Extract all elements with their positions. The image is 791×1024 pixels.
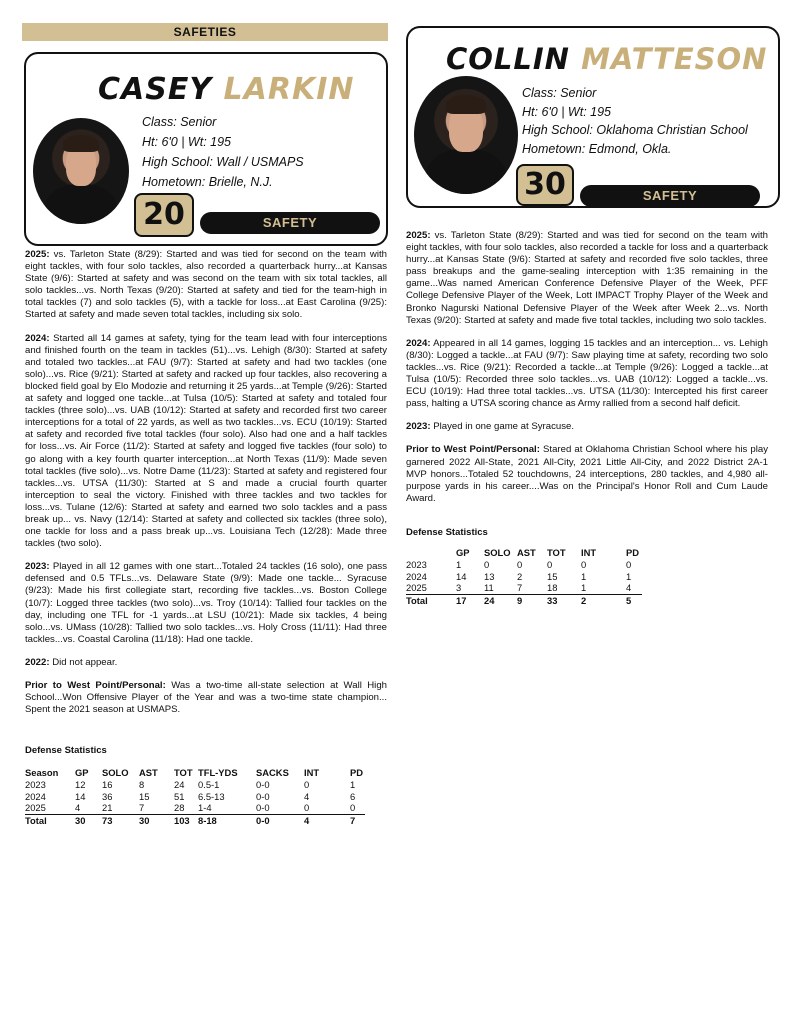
stats-header-row [25, 766, 365, 779]
stats-cell: 1 [581, 570, 587, 582]
section-title: SAFETIES [22, 23, 388, 41]
stats-cell: 4 [75, 802, 102, 814]
stats-cell: 0-0 [256, 802, 304, 814]
stats-cell: 1 [626, 570, 632, 582]
stats-cell: 0 [350, 802, 365, 814]
height-weight-text: Ht: 6'0 | Wt: 195 [142, 135, 232, 149]
stats-cell: 4 [626, 582, 642, 594]
hometown-text: Hometown: Brielle, N.J. [142, 175, 273, 189]
stats-header-cell [406, 546, 456, 559]
stats-cell: 36 [102, 790, 113, 802]
stats-header-cell: GP [456, 547, 470, 558]
class-text: Class: Senior [142, 115, 217, 129]
stats-header-row [406, 546, 642, 559]
bio-paragraph [25, 680, 387, 716]
bio-paragraph-text: Started all 14 games at safety, tying for the team lead with four interceptions and finished fourth on the team in tackles (51)...vs. Lehigh (8/30): Started at safety and totaled two tackles...at FAU (9/7): Started at safety and had two tackles (one solo)...vs. Rice (9/21): Started at safety and racked up four tackles, also recovering a blocked field goal by Elo Modozie and returning it 25 yards...at Temple (9/26): Started at safety and logged one tackle...at Tulsa (10/5): Started at safety and totaled four tackles (three solo)...vs. UAB (10/12): Started at safety and recorded first two career interceptions for a total of 22 yards, as well as two tackles...vs. ECU (10/19): Started at safety and recorded five total tackles (four solo). Also had one and a half tackles for loss...vs. Air Force (11/2): Started at safety and logged five tackles (four solo) to go along with a key fourth quarter interception...at North Texas (11/9): Made seven total tackles (five solo)...vs. Notre Dame (11/23): Started at safety and registered four tackles...vs. UTSA (11/30): Started at S and made a crucial fourth quarter interception to seal the victory. Finished with three tackles and two tackles for loss...vs. Tulane (12/6): Started at safety and earned two solo tackles and a pass break up... vs. Navy (12/14): Started at safety and collected six tackles (three solo), one tackle for loss and a pass break up...vs. Louisiana Tech (12/28): Made three tackles (two solo). [25, 332, 387, 550]
stats-cell: 0-0 [256, 779, 270, 791]
stats-header-cell: TOT [547, 547, 566, 558]
stats-total-cell: Total [25, 814, 47, 826]
stats-header-cell: AST [139, 767, 158, 778]
bio-paragraph-label: 2025: [406, 230, 431, 241]
stats-cell: 1 [581, 582, 626, 594]
bio-paragraph-text: Was a two-time all-state selection at Wall High School...Won Offensive Player of the Year and was a two-time state champion... Spent the 2021 season at USMAPS. [25, 680, 387, 716]
bio-paragraph [406, 444, 768, 504]
stats-cell: 7 [139, 802, 174, 814]
last-name: MATTESON [581, 42, 768, 76]
stats-header-cell: SOLO [102, 767, 129, 778]
stats-cell: 0.5-1 [198, 779, 220, 791]
bio-paragraph [25, 561, 387, 646]
stats-row [406, 559, 642, 571]
stats-cell: 0 [581, 559, 587, 571]
stats-header-cell: AST [517, 547, 536, 558]
last-name: LARKIN [223, 72, 355, 107]
stats-header-cell: TOT [174, 767, 193, 778]
stats-row [25, 802, 365, 814]
player-info-matteson [522, 84, 748, 158]
stats-row [25, 791, 365, 803]
player-photo-matteson [414, 76, 518, 194]
bio-paragraph-text: vs. Tarleton State (8/29): Started and was tied for second on the team with eight tackles, with four solo tackles, also recorded a quarterback hurry...at Kansas State (9/6): Started at safety and was second on the team with six total tackles, all solo tackles...vs. North Texas (9/20): Started at safety and tied for the team-high in total tackles (7) and solo tackles (5), with a tackle for loss...at East Carolina (9/25): Started at safety and made seven total tackles, including six solo. [25, 249, 387, 321]
stats-total-cell: Total [406, 594, 428, 606]
stats-cell: 0 [626, 559, 632, 571]
stats-cell: 28 [174, 802, 198, 814]
bio-paragraph-label: Prior to West Point/Personal: [406, 444, 540, 456]
stats-cell: 8 [139, 779, 145, 791]
bio-paragraph-label: 2024: [25, 332, 50, 344]
stats-total-cell: 0-0 [256, 814, 270, 826]
stats-cell: 15 [139, 790, 150, 802]
stats-table-larkin [25, 766, 365, 826]
hometown-text: Hometown: Edmond, Okla. [522, 141, 672, 156]
stats-total-cell: 73 [102, 814, 113, 826]
stats-cell: 15 [547, 570, 558, 582]
bio-paragraph-label: 2022: [25, 656, 50, 668]
bio-paragraph [25, 333, 387, 551]
stats-header-cell: PD [350, 767, 364, 778]
stats-cell: 2023 [25, 779, 46, 791]
stats-cell: 13 [484, 570, 495, 582]
stats-table-matteson [406, 546, 642, 606]
stats-header-cell: INT [581, 547, 597, 558]
stats-header-cell: Season [25, 767, 59, 778]
first-name: CASEY [98, 72, 213, 107]
player-name-larkin [98, 72, 354, 107]
stats-cell: 2024 [25, 790, 46, 802]
bio-paragraph [406, 338, 768, 411]
stats-cell: 0-0 [256, 790, 270, 802]
height-weight-text: Ht: 6'0 | Wt: 195 [522, 104, 612, 119]
stats-total-row [25, 814, 365, 826]
stats-total-cell: 17 [456, 594, 467, 606]
bio-paragraph [25, 657, 387, 669]
stats-cell: 3 [456, 582, 484, 594]
player-name-matteson [446, 42, 767, 76]
stats-title-matteson: Defense Statistics [406, 527, 488, 538]
bio-paragraph [406, 421, 768, 433]
stats-total-cell: 8-18 [198, 814, 217, 826]
stats-total-cell: 9 [517, 594, 523, 606]
first-name: COLLIN [446, 42, 570, 76]
stats-cell: 1-4 [198, 802, 256, 814]
stats-row [406, 582, 642, 594]
bio-paragraph-text: Played in all 12 games with one start...Totaled 24 tackles (16 solo), one pass defensed and 0.5 TFLs...vs. Delaware State (9/9): Made one tackle... Syracuse (9/23): Made his first collegiate start, recording five tackles...vs. Boston College (10/7): Logged three tackles (two solo)...vs. Troy (10/14): Tallied four tackles on the day, including one TFL for -1 yards...at LSU (10/21): Made six tackles, 4 being solo...vs. UMass (10/28): Tallied two solo tackles...vs. Holy Cross (11/11): Had three tackles...vs. Coastal Carolina (11/18): Had one tackle. [25, 561, 387, 645]
stats-total-row [406, 594, 642, 606]
jersey-number-badge: 20 [134, 193, 194, 237]
stats-header-cell: PD [626, 547, 640, 558]
stats-cell: 2 [517, 570, 523, 582]
stats-total-cell: 30 [139, 814, 150, 826]
stats-header-cell: SOLO [484, 547, 511, 558]
stats-cell: 51 [174, 790, 185, 802]
bio-paragraph-text: Stared at Oklahoma Christian School where his play garnered 2022 All-State, 2021 All-City, 2021 Little All-City, and 2022 District 2A-1 MVP honors...Totaled 52 touchdowns, 24 interceptions, 280 tackles, and 4,980 all-purpose yards in his career....Was on the Principal's Honor Roll and Cum Laude Award. [406, 444, 768, 504]
high-school-text: High School: Wall / USMAPS [142, 155, 304, 169]
stats-total-cell: 30 [75, 814, 86, 826]
stats-cell: 0 [547, 559, 553, 571]
bio-paragraph-text: vs. Tarleton State (8/29): Started and was tied for second on the team with eight tackles, with four solo tackles, also recorded a tackle for loss and a quarterback hurry...at Kansas State (9/6): Started at safety and recorded five solo tackles, three pass breakups and the game-sealing interception with 1:35 remaining in the game...Was named American Conference Defensive Player of the Week, PFF College Defensive Player of the Week, Lott IMPACT Trophy Player of the Week and Bronko Nagurski National Defensive Player of the Week after Week 2...vs. North Texas (9/20): Started at safety and made five total tackles, including two solo tackles. [406, 230, 768, 326]
stats-cell: 0 [304, 779, 310, 791]
stats-row [406, 571, 642, 583]
player-info-larkin [142, 112, 304, 192]
stats-header-cell: SACKS [256, 767, 289, 778]
stats-cell: 6 [350, 790, 356, 802]
stats-row [25, 779, 365, 791]
bio-matteson [406, 230, 768, 516]
stats-cell: 0 [484, 559, 490, 571]
stats-cell: 12 [75, 779, 86, 791]
player-photo-larkin [33, 118, 129, 224]
stats-header-cell: GP [75, 767, 89, 778]
stats-cell: 2025 [25, 802, 75, 814]
stats-cell: 16 [102, 779, 113, 791]
bio-paragraph-text: Played in one game at Syracuse. [430, 421, 575, 433]
stats-cell: 2024 [406, 570, 427, 582]
class-text: Class: Senior [522, 86, 597, 100]
stats-cell: 2025 [406, 582, 456, 594]
bio-larkin [25, 249, 387, 727]
bio-paragraph-text: Appeared in all 14 games, logging 15 tackles and an interception... vs. Lehigh (8/30): Logged a tackle...at FAU (9/7): Saw playing time at safety, recording two solo tackles...vs. Rice (9/21): Recorded a tackle...at Temple (9/26): Logged a tackle...at Tulsa (10/5): Recorded three solo tackles...vs. UAB (10/12): Logged a tackle...vs. ECU (10/19): Had three total tackles...vs. UTSA (11/30): Intercepted his first career pass, halting a UTSA scoring chance as Army rallied from a second half deficit. [406, 337, 768, 410]
stats-cell: 7 [517, 582, 547, 594]
jersey-number-badge: 30 [516, 164, 574, 206]
stats-cell: 1 [350, 779, 356, 791]
stats-cell: 6.5-13 [198, 790, 225, 802]
stats-cell: 1 [456, 559, 462, 571]
high-school-text: High School: Oklahoma Christian School [522, 123, 748, 137]
position-badge: SAFETY [580, 185, 760, 207]
stats-cell: 4 [304, 790, 310, 802]
stats-cell: 21 [102, 802, 139, 814]
bio-paragraph-label: 2024: [406, 337, 431, 349]
stats-cell: 0 [304, 802, 350, 814]
bio-paragraph-text: Did not appear. [49, 656, 118, 668]
stats-total-cell: 33 [547, 594, 558, 606]
stats-cell: 11 [484, 582, 517, 594]
stats-total-cell: 4 [304, 814, 310, 826]
stats-cell: 14 [456, 570, 467, 582]
stats-cell: 2023 [406, 559, 427, 571]
stats-total-cell: 7 [350, 814, 356, 826]
stats-cell: 0 [517, 559, 523, 571]
bio-paragraph-label: 2025: [25, 249, 50, 260]
stats-cell: 24 [174, 779, 185, 791]
stats-total-cell: 5 [626, 594, 632, 606]
bio-paragraph-label: 2023: [406, 421, 431, 433]
stats-total-cell: 2 [581, 594, 587, 606]
bio-paragraph-label: 2023: [25, 561, 50, 573]
stats-header-cell: INT [304, 767, 320, 778]
stats-title-larkin: Defense Statistics [25, 745, 107, 756]
stats-header-cell: TFL-YDS [198, 767, 238, 778]
stats-total-cell: 103 [174, 814, 190, 826]
bio-paragraph [406, 230, 768, 327]
bio-paragraph [25, 249, 387, 322]
stats-cell: 18 [547, 582, 581, 594]
position-badge: SAFETY [200, 212, 380, 234]
bio-paragraph-label: Prior to West Point/Personal: [25, 680, 166, 691]
stats-total-cell: 24 [484, 594, 495, 606]
stats-cell: 14 [75, 790, 86, 802]
